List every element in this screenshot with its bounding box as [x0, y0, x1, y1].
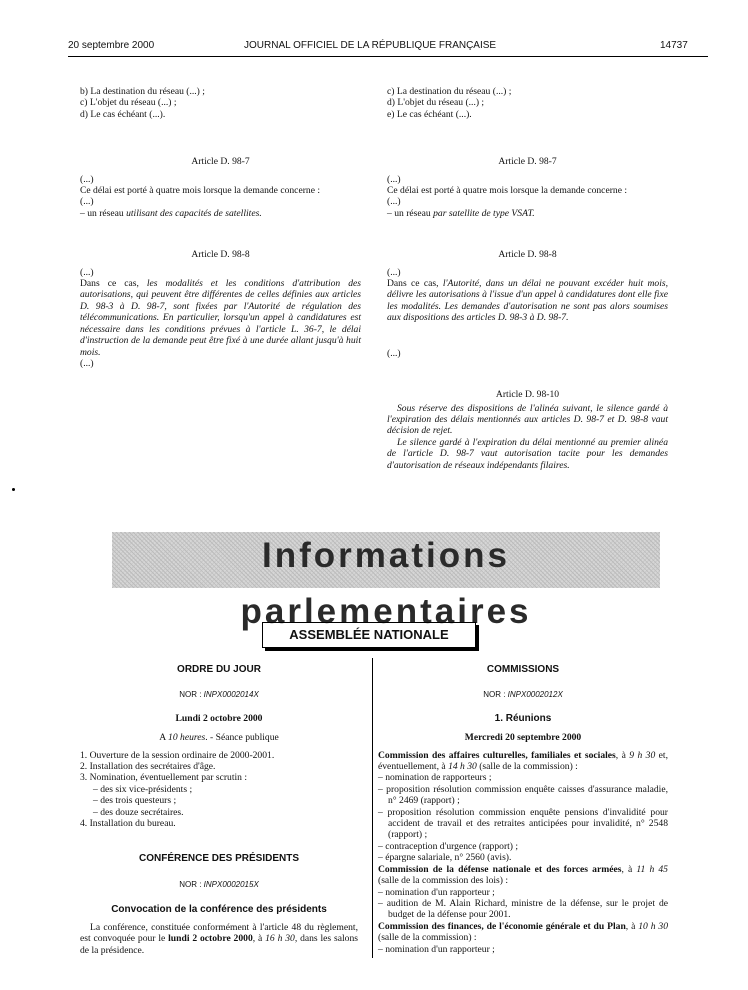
commission-entry: Commission des affaires culturelles, familiales et sociales, à 9 h 30 et, éventuellement, à 14 h 30 (salle de la commission) :	[378, 749, 668, 773]
ordre-du-jour	[80, 664, 358, 956]
paragraph: (...)	[80, 266, 94, 278]
paragraph: (...)	[80, 173, 94, 185]
article-title: Article D. 98-10	[495, 389, 560, 401]
list-item: – nomination d'un rapporteur ;	[378, 886, 495, 898]
paragraph: (...)	[387, 196, 401, 208]
paragraph: – un réseau utilisant des capacités de satellites.	[80, 207, 262, 219]
header-rule	[68, 56, 708, 57]
paragraph: Ce délai est porté à quatre mois lorsque la demande concerne :	[387, 185, 628, 197]
list-item: – proposition résolution commission enquête pensions d'invalidité pour accident de travail et des retraites anticipées pour invalidité, n° 2548 (rapport) ;	[378, 806, 668, 841]
header-date: 20 septembre 2000	[68, 40, 155, 51]
section-title: ORDRE DU JOUR	[177, 664, 261, 675]
section-title: CONFÉRENCE DES PRÉSIDENTS	[138, 853, 300, 865]
banner-title: Informations parlementaires	[240, 536, 532, 631]
list-item: e) Le cas échéant (...).	[387, 108, 472, 120]
list-item: – des six vice-présidents ;	[93, 783, 193, 795]
article-title: Article D. 98-8	[191, 249, 250, 261]
section-title: COMMISSIONS	[486, 664, 560, 675]
list-item: c) La destination du réseau (...) ;	[387, 86, 512, 97]
paragraph: Dans ce cas, l'Autorité, dans un délai ne pouvant excéder huit mois, délivre les autorisations à l'issue d'un appel à candidatures dont elle fixe les modalités. Les demandes d'autorisation ne sont pas alors soumises aux dispositions des articles D. 98-3 à D. 98-7.	[387, 278, 669, 324]
list-item: c) L'objet du réseau (...) ;	[80, 97, 177, 109]
list-item: 3. Nomination, éventuellement par scrutin :	[80, 772, 248, 784]
paragraph: (...)	[387, 266, 401, 278]
list-item: – nomination d'un rapporteur ;	[378, 943, 495, 955]
subsection-title: Convocation de la conférence des présidents	[111, 904, 327, 916]
list-item: – des douze secrétaires.	[93, 806, 184, 818]
paragraph: Le silence gardé à l'expiration du délai mentionné au premier alinéa de l'article D. 98-7 vaut autorisation tacite pour les demandes d'autorisation de réseaux indépendants filaires.	[387, 436, 668, 471]
article-title: Article D. 98-7	[191, 156, 250, 168]
meeting-date: Mercredi 20 septembre 2000	[464, 732, 582, 744]
list-item: – proposition résolution commission enquête caisses d'assurance maladie, n° 2469 (rapport) ;	[378, 783, 668, 807]
session-line: A 10 heures. - Séance publique	[159, 732, 279, 744]
list-item: 1. Ouverture de la session ordinaire de 2000-2001.	[80, 749, 275, 761]
nor-reference: NOR : INPX0002015X	[179, 879, 259, 889]
list-item: – des trois questeurs ;	[93, 795, 177, 807]
paragraph: (...)	[80, 196, 94, 208]
paragraph: Ce délai est porté à quatre mois lorsque la demande concerne :	[80, 185, 321, 197]
right-column	[387, 86, 668, 471]
column-divider	[372, 658, 373, 958]
list-item: b) La destination du réseau (...) ;	[80, 86, 205, 97]
subsection-title: 1. Réunions	[494, 712, 552, 724]
list-item: – épargne salariale, n° 2560 (avis).	[378, 852, 512, 864]
list-item: – contraception d'urgence (rapport) ;	[378, 840, 519, 852]
paragraph: Dans ce cas, les modalités et les conditions d'attribution des autorisations, qui peuvent être différentes de celles définies aux articles D. 98-3 à D. 98-7, sont fixées par l'Autorité de régulation des télécommunications. En particulier, lorsqu'un appel à candidatures est nécessaire dans les conditions prévues à l'article L. 36-7, le délai d'instruction de la demande peut être fixé à une durée allant jusqu'à huit mois.	[80, 278, 362, 358]
list-item: 2. Installation des secrétaires d'âge.	[80, 761, 216, 773]
header-page-number: 14737	[660, 40, 688, 51]
nor-reference: NOR : INPX0002014X	[179, 690, 259, 700]
paragraph: – un réseau par satellite de type VSAT.	[387, 207, 535, 219]
paragraph: (...)	[387, 347, 401, 359]
agenda-list	[80, 750, 358, 830]
list-item: d) Le cas échéant (...).	[80, 108, 166, 120]
paragraph: (...)	[387, 173, 401, 185]
margin-mark	[12, 488, 15, 491]
commission-entry: Commission des finances, de l'économie générale et du Plan, à 10 h 30 (salle de la commission) :	[378, 920, 669, 944]
commission-entry: Commission de la défense nationale et des forces armées, à 11 h 45 (salle de la commission des lois) :	[378, 863, 668, 887]
paragraph: La conférence, constituée conformément à l'article 48 du règlement, est convoquée pour le lundi 2 octobre 2000, à 16 h 30, dans les salons de la présidence.	[80, 921, 358, 956]
nor-reference: NOR : INPX0002012X	[483, 690, 563, 700]
paragraph: Sous réserve des dispositions de l'alinéa suivant, le silence gardé à l'expiration des délais mentionnés aux articles D. 98-7 et D. 98-8 vaut décision de rejet.	[387, 402, 668, 437]
article-title: Article D. 98-8	[498, 249, 557, 261]
list-item: – nomination de rapporteurs ;	[378, 772, 492, 784]
section-heading-box: ASSEMBLÉE NATIONALE	[262, 622, 476, 648]
list-item: d) L'objet du réseau (...) ;	[387, 97, 485, 109]
header-title: JOURNAL OFFICIEL DE LA RÉPUBLIQUE FRANÇAISE	[244, 40, 497, 51]
commissions	[378, 664, 668, 955]
session-date: Lundi 2 octobre 2000	[175, 712, 263, 724]
list-item: 4. Installation du bureau.	[80, 818, 176, 830]
left-column	[80, 86, 361, 369]
list-item: – audition de M. Alain Richard, ministre de la défense, sur le projet de budget de la défense pour 2001.	[378, 897, 668, 921]
paragraph: (...)	[80, 357, 94, 369]
article-title: Article D. 98-7	[498, 156, 557, 168]
